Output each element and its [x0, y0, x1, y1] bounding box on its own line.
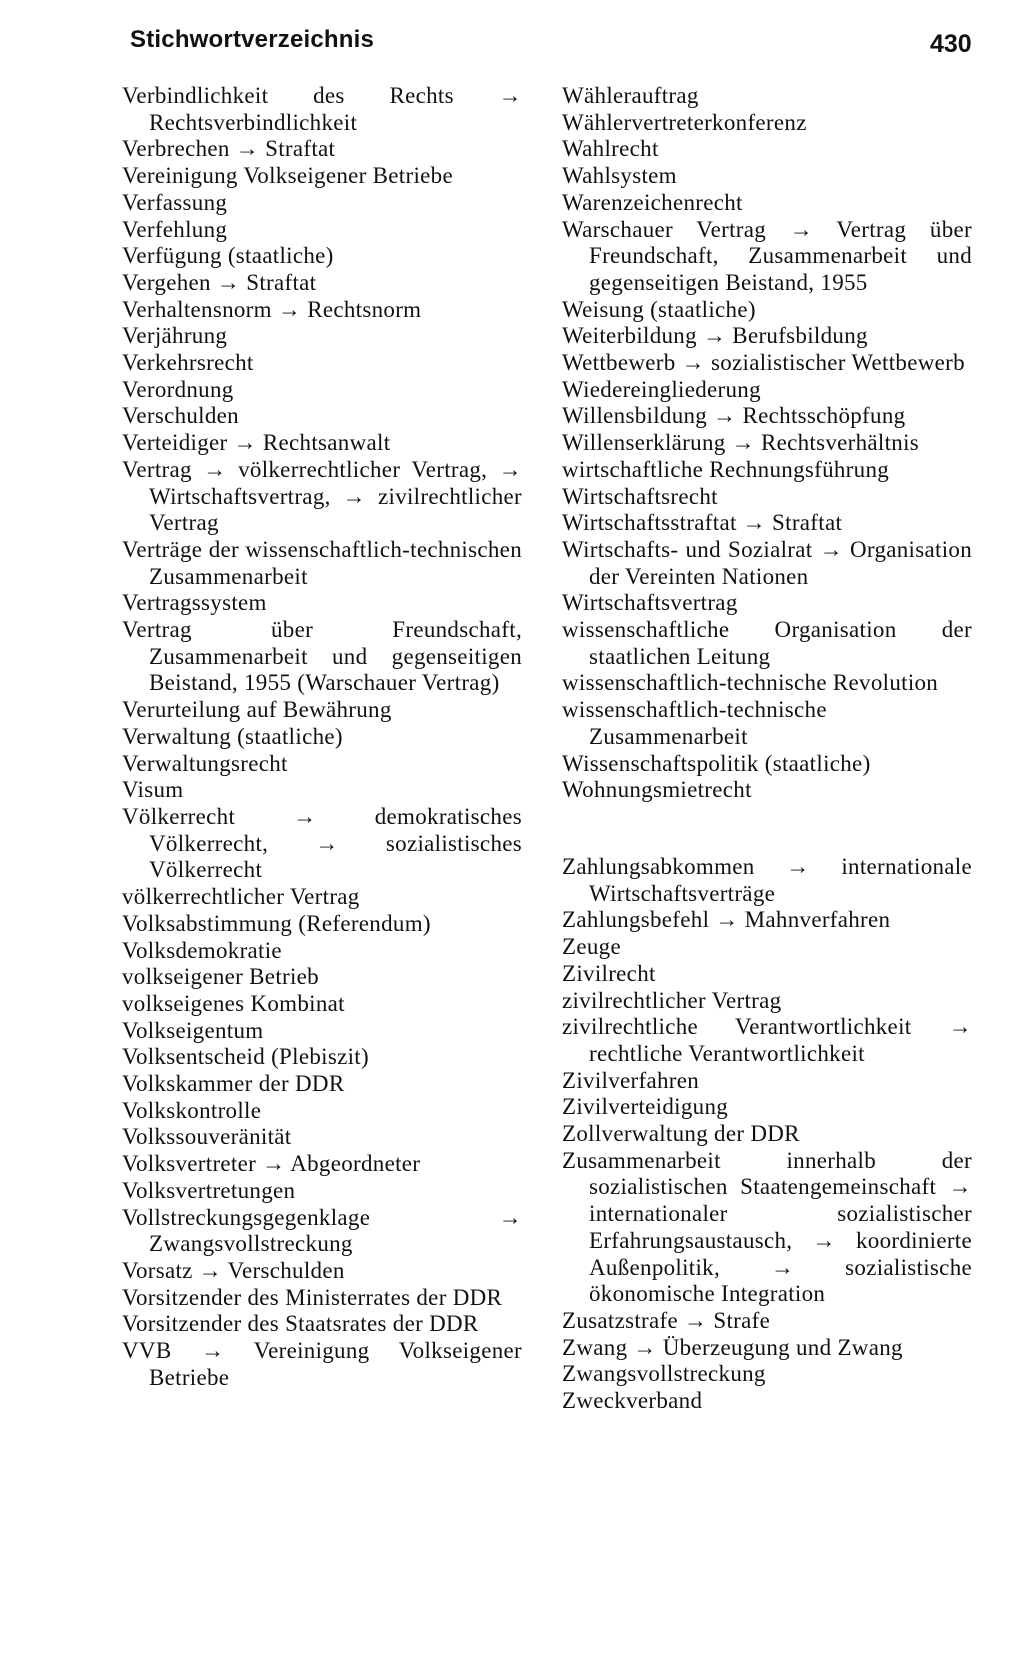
- index-entry: Zivilrecht: [562, 960, 656, 986]
- index-entry: Volkssouveränität: [122, 1124, 292, 1150]
- index-entry: Verkehrsrecht: [122, 350, 254, 376]
- index-entry: Verfehlung: [122, 216, 228, 242]
- index-entry: Zivilverteidigung: [562, 1094, 729, 1120]
- index-entry: volkseigener Betrieb: [122, 964, 319, 990]
- index-entry: Willensbildung → Rechtsschöpfung: [562, 403, 906, 429]
- index-entry: wissenschaftlich-technische Revolution: [562, 670, 939, 696]
- index-entry: Weiterbildung → Berufsbildung: [562, 323, 868, 349]
- index-entry: Verbindlichkeit des Rechts → Rechtsverbindlichkeit: [122, 83, 522, 135]
- index-entry: Vereinigung Volkseigener Betriebe: [122, 163, 453, 189]
- index-entry: Zusammenarbeit innerhalb der sozialistischen Staatengemeinschaft → internationaler sozialistischer Erfahrungsaustausch, → koordinierte Außenpolitik, → sozialistische ökonomische Integration: [562, 1147, 972, 1307]
- index-entry: Vollstreckungsgegenklage → Zwangsvollstreckung: [122, 1204, 522, 1257]
- index-entry: Wirtschafts- und Sozialrat → Organisation der Vereinten Nationen: [562, 536, 972, 589]
- index-entry: Wahlrecht: [562, 136, 659, 162]
- index-entry: Verbrechen → Straftat: [122, 136, 336, 162]
- index-entry: Vertrag → völkerrechtlicher Vertrag, → Wirtschaftsvertrag, → zivilrechtlicher Vertrag: [122, 456, 522, 536]
- index-entry: Visum: [122, 777, 184, 803]
- index-entry: Verhaltensnorm → Rechtsnorm: [122, 296, 422, 322]
- index-entry: Wählervertreterkonferenz: [562, 109, 807, 135]
- index-entry: wirtschaftliche Rechnungsführung: [562, 456, 890, 482]
- index-entry: Vorsatz → Verschulden: [122, 1257, 345, 1283]
- index-entry: Volksdemokratie: [122, 937, 282, 963]
- index-entry: Verträge der wissenschaftlich-technischen Zusammenarbeit: [122, 536, 522, 589]
- index-entry: Vertragssystem: [122, 590, 267, 616]
- index-entry: Vergehen → Straftat: [122, 269, 317, 295]
- index-entry: Wettbewerb → sozialistischer Wettbewerb: [562, 350, 965, 376]
- index-entry: Wirtschaftsstraftat → Straftat: [562, 510, 843, 536]
- index-entry: Wirtschaftsvertrag: [562, 590, 738, 616]
- index-entry: Verfügung (staatliche): [122, 243, 334, 269]
- index-entry: Volkskontrolle: [122, 1097, 262, 1123]
- right-column: [562, 83, 972, 1415]
- index-entry: Wählerauftrag: [562, 83, 699, 108]
- index-entry: Vertrag über Freundschaft, Zusammenarbeit und gegenseitigen Beistand, 1955 (Warschauer Vertrag): [122, 617, 522, 696]
- index-entry: Wiedereingliederung: [562, 376, 761, 402]
- index-entry: Verteidiger → Rechtsanwalt: [122, 430, 391, 456]
- index-entry: Zahlungsbefehl → Mahnverfahren: [562, 907, 891, 933]
- index-entry: Verfassung: [122, 189, 228, 215]
- index-entry: Zollverwaltung der DDR: [562, 1121, 800, 1147]
- index-entry: zivilrechtlicher Vertrag: [562, 987, 782, 1013]
- index-entry: Wohnungsmietrecht: [562, 777, 752, 803]
- index-entry: Zahlungsabkommen → internationale Wirtschaftsverträge: [562, 853, 972, 906]
- left-column: [122, 83, 522, 1391]
- index-entry: zivilrechtliche Verantwortlichkeit → rechtliche Verantwortlichkeit: [562, 1014, 972, 1066]
- index-entry: Warenzeichenrecht: [562, 189, 743, 215]
- entry-group-z: [562, 854, 972, 1415]
- index-entry: Warschauer Vertrag → Vertrag über Freundschaft, Zusammenarbeit und gegenseitigen Beistand, 1955: [562, 216, 972, 295]
- index-entry: Zwangsvollstreckung: [562, 1361, 766, 1387]
- index-entry: völkerrechtlicher Vertrag: [122, 884, 360, 910]
- index-entry: Zeuge: [562, 934, 621, 960]
- index-entry: Verordnung: [122, 376, 234, 402]
- index-entry: Verurteilung auf Bewährung: [122, 697, 392, 723]
- index-entry: Volksentscheid (Plebiszit): [122, 1044, 369, 1070]
- index-entry: VVB → Vereinigung Volkseigener Betriebe: [122, 1338, 522, 1390]
- page-number: 430: [930, 30, 972, 58]
- index-entry: Verjährung: [122, 323, 228, 349]
- index-entry: wissenschaftlich-technische Zusammenarbeit: [562, 697, 827, 749]
- index-entry: wissenschaftliche Organisation der staatlichen Leitung: [562, 617, 972, 669]
- index-entry: Wahlsystem: [562, 163, 677, 189]
- index-entry: Volkseigentum: [122, 1017, 264, 1043]
- index-entry: Zivilverfahren: [562, 1067, 700, 1093]
- index-entry: volkseigenes Kombinat: [122, 990, 345, 1016]
- page-title: Stichwortverzeichnis: [130, 26, 375, 53]
- index-entry: Weisung (staatliche): [562, 296, 756, 322]
- index-entry: Volksvertretungen: [122, 1177, 296, 1203]
- index-entry: Zusatzstrafe → Strafe: [562, 1307, 771, 1333]
- index-entry: Wirtschaftsrecht: [562, 483, 718, 509]
- entry-group-w: [562, 83, 972, 804]
- index-entry: Vorsitzender des Ministerrates der DDR: [122, 1284, 503, 1310]
- index-entry: Verwaltungsrecht: [122, 750, 288, 776]
- index-entry: Völkerrecht → demokratisches Völkerrecht, → sozialistisches Völkerrecht: [122, 803, 522, 883]
- index-entry: Wissenschaftspolitik (staatliche): [562, 750, 871, 776]
- index-entry: Volkskammer der DDR: [122, 1071, 345, 1097]
- index-entry: Volksabstimmung (Referendum): [122, 910, 431, 936]
- index-entry: Volksvertreter → Abgeordneter: [122, 1151, 421, 1177]
- index-entry: Zweckverband: [562, 1388, 703, 1414]
- index-entry: Vorsitzender des Staatsrates der DDR: [122, 1311, 479, 1337]
- index-entry: Zwang → Überzeugung und Zwang: [562, 1334, 903, 1360]
- index-entry: Verschulden: [122, 403, 239, 429]
- index-entry: Willenserklärung → Rechtsverhältnis: [562, 430, 920, 456]
- index-entry: Verwaltung (staatliche): [122, 723, 343, 749]
